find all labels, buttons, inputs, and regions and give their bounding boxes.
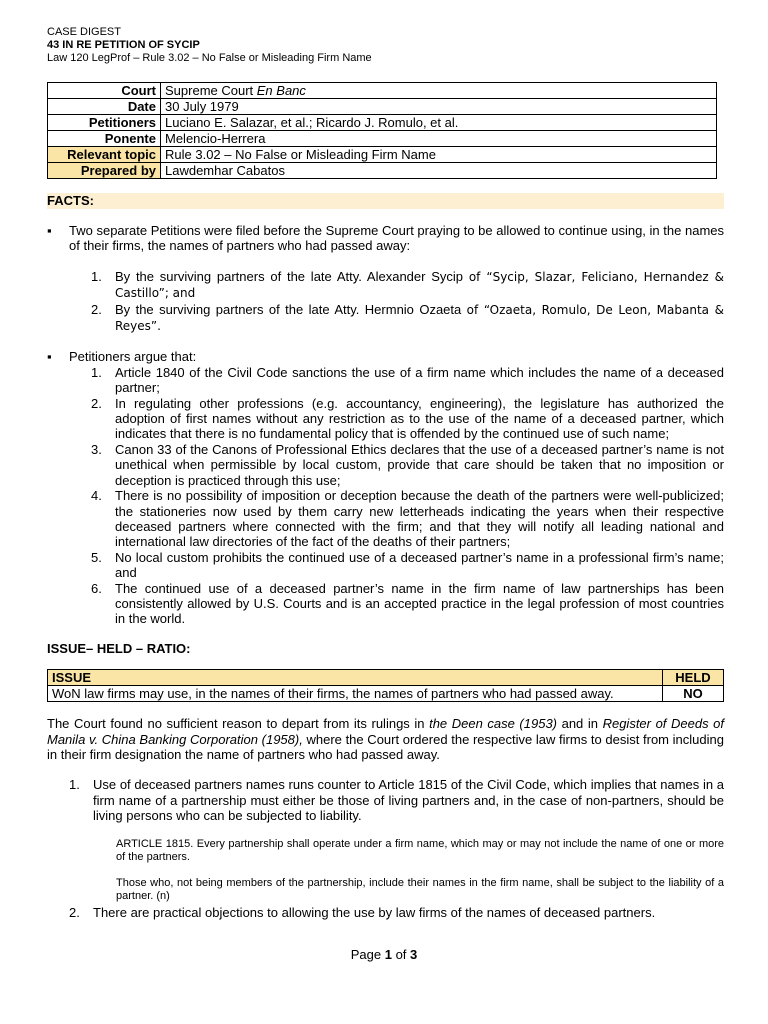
info-key: Petitioners — [48, 115, 161, 131]
document-page — [47, 26, 724, 920]
info-value: Supreme Court En Banc — [161, 83, 717, 99]
facts-heading: FACTS: — [47, 193, 724, 209]
petitions-list — [47, 269, 724, 335]
header-doc-type: CASE DIGEST — [47, 26, 121, 38]
info-row-prepared-by — [48, 163, 717, 179]
info-row-relevant-topic — [48, 147, 717, 163]
info-key: Prepared by — [48, 163, 161, 179]
list-item: 4. There is no possibility of imposition or deception because the death of the partners were well-publicized; the stationeries now used by them carry new letterheads indicating the years when their respective deceased partners where connected with the firm; and that they will notify all leading national and international law directories of the fact of the deaths of their partners; — [91, 488, 724, 550]
list-item: 1. Article 1840 of the Civil Code sanctions the use of a firm name which includes the name of a deceased partner; — [91, 364, 724, 396]
page-footer: Page 1 of 3 — [350, 947, 418, 962]
list-item: 5. No local custom prohibits the continued use of a deceased partner’s name in a professional firm’s name; and — [91, 549, 724, 581]
info-row-ponente — [48, 131, 717, 147]
article-quote-1: ARTICLE 1815. Every partnership shall operate under a firm name, which may or may not include the name of one or more of the partners. — [116, 837, 724, 863]
info-row-petitioners — [48, 115, 717, 131]
issue-table — [47, 669, 724, 702]
header — [47, 26, 724, 65]
issue-col-header: ISSUE — [48, 670, 663, 686]
ratio-list-1 — [47, 777, 724, 823]
info-key: Relevant topic — [48, 147, 161, 163]
article-quote-2: Those who, not being members of the partnership, include their names in the firm name, shall be subject to the liability of a partner. (n) — [116, 876, 724, 902]
issue-text: WoN law firms may use, in the names of their firms, the names of partners who had passed away. — [48, 686, 663, 702]
facts-bullet-2 — [47, 349, 724, 364]
ratio-paragraph: The Court found no sufficient reason to depart from its rulings in the Deen case (1953) and in Register of Deeds of Manila v. China Banking Corporation (1958), where the Court ordered the respective law firms to desist from including in their firm designation the name of partners who had passed away. — [47, 716, 724, 762]
header-course: Law 120 LegProf – Rule 3.02 – No False or Misleading Firm Name — [47, 52, 372, 64]
list-item: 6. The continued use of a deceased partner’s name in the firm name of law partnerships has been consistently allowed by U.S. Courts and is an accepted practice in the legal profession of most countries in the world. — [91, 580, 724, 627]
info-key: Date — [48, 99, 161, 115]
facts-bullet-1 — [47, 223, 724, 254]
arguments-list — [47, 365, 724, 627]
bullet-text: Petitioners argue that: — [69, 349, 197, 365]
issue-table-row — [48, 686, 724, 702]
info-value: Luciano E. Salazar, et al.; Ricardo J. Romulo, et al. — [161, 115, 717, 131]
bullet-marker: ▪ — [47, 223, 52, 238]
info-value: Lawdemhar Cabatos — [161, 163, 717, 179]
list-item: 3. Canon 33 of the Canons of Professional Ethics declares that the use of a deceased partner’s name is not unethical when permissible by local custom, provide that care should be taken that no imposition or deception is practiced through this use; — [91, 441, 724, 488]
list-item: 1. Use of deceased partners names runs counter to Article 1815 of the Civil Code, which implies that names in a firm name of a partnership must either be those of living partners and, in the case of non-partners, should be living persons who can be subjected to liability. — [69, 777, 724, 824]
current-page-number: 1 — [384, 947, 392, 962]
info-value: Melencio-Herrera — [161, 131, 717, 147]
case-info-table — [47, 82, 717, 179]
info-row-date — [48, 99, 717, 115]
issue-heading: ISSUE– HELD – RATIO: — [47, 640, 191, 656]
list-item: 2. There are practical objections to allowing the use by law firms of the names of deceased partners. — [69, 904, 656, 920]
info-key: Ponente — [48, 131, 161, 147]
info-row-court — [48, 83, 717, 99]
info-key: Court — [48, 83, 161, 99]
held-col-header: HELD — [663, 670, 724, 686]
list-item: 1. By the surviving partners of the late Atty. Alexander Sycip of “Sycip, Slazar, Feliciano, Hernandez & Castillo”; and — [91, 268, 724, 301]
issue-table-header — [48, 670, 724, 686]
ratio-list-2 — [47, 905, 724, 920]
bullet-marker: ▪ — [47, 349, 52, 365]
bullet-text: Two separate Petitions were filed before the Supreme Court praying to be allowed to continue using, in the names of their firms, the names of partners who had passed away: — [69, 223, 724, 254]
list-item: 2. In regulating other professions (e.g. accountancy, engineering), the legislature has authorized the adoption of first names without any restriction as to the use of the name of a deceased partner, which indicates that there is no fundamental policy that is offended by the continued use of such name; — [91, 395, 724, 442]
total-pages: 3 — [410, 947, 418, 962]
held-value: NO — [663, 686, 724, 702]
info-value: 30 July 1979 — [161, 99, 717, 115]
header-case-title: 43 IN RE PETITION OF SYCIP — [47, 39, 200, 51]
list-item: 2. By the surviving partners of the late Atty. Hermnio Ozaeta of “Ozaeta, Romulo, De Leon, Mabanta & Reyes”. — [91, 301, 724, 334]
info-value: Rule 3.02 – No False or Misleading Firm Name — [161, 147, 717, 163]
